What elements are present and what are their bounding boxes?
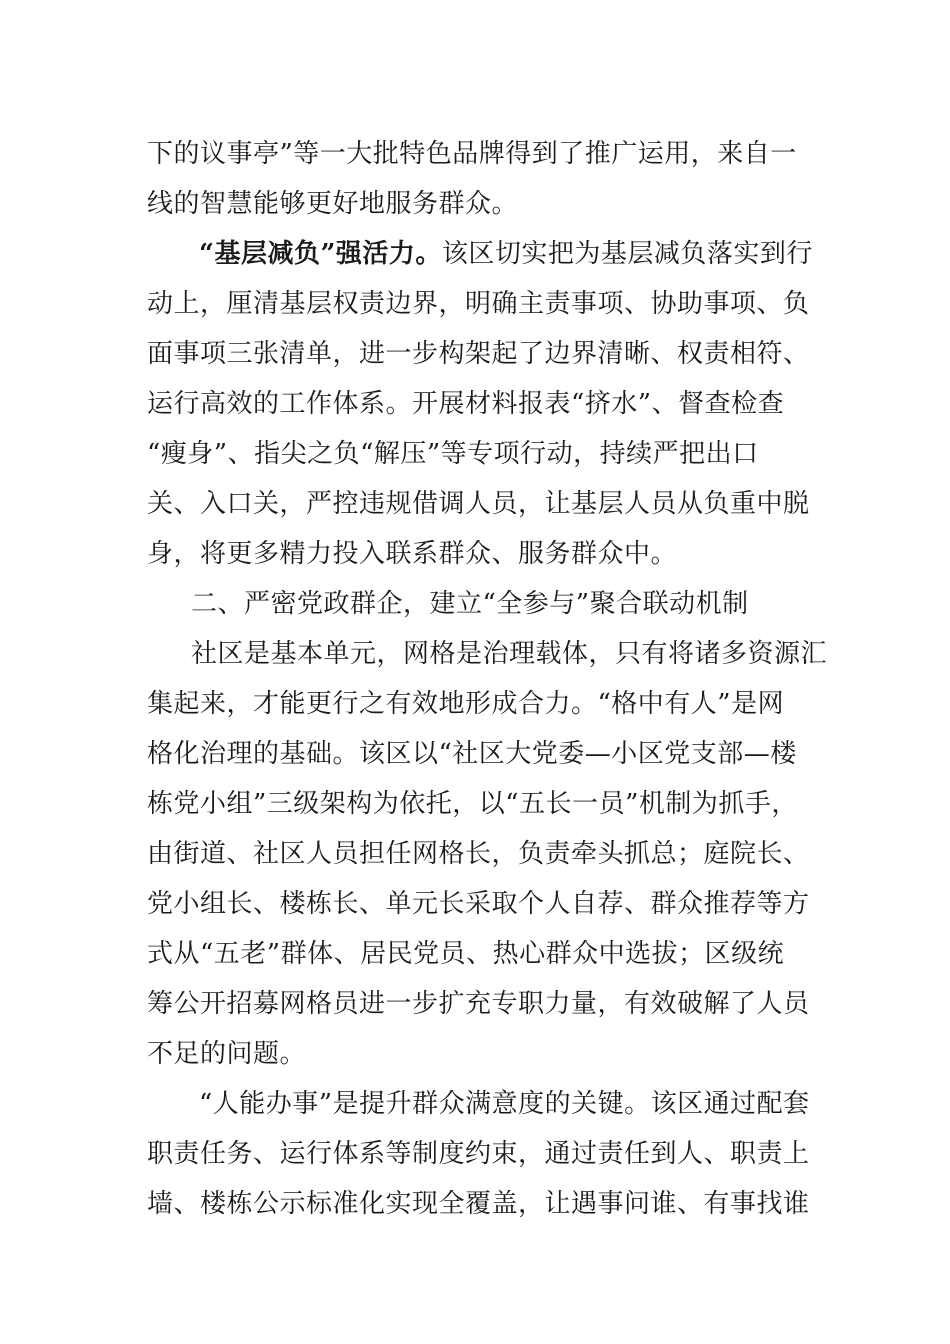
text-line [199, 234, 879, 274]
body-text: 不足的问题。 [147, 1039, 307, 1069]
text-line [147, 784, 827, 824]
text-line [147, 984, 827, 1024]
text-line [147, 834, 827, 874]
body-text: 由街道、社区人员担任网格长，负责牵头抓总；庭院长、 [147, 839, 810, 869]
text-line [147, 134, 827, 174]
text-line [147, 384, 827, 424]
body-text: 动上，厘清基层权责边界，明确主责事项、协助事项、负 [147, 289, 810, 319]
text-line [191, 584, 871, 624]
text-line [147, 484, 827, 524]
body-text: 面事项三张清单，进一步构架起了边界清晰、权责相符、 [147, 339, 810, 369]
body-text: 社区是基本单元，网格是治理载体，只有将诸多资源汇 [191, 639, 828, 669]
text-line [147, 1184, 827, 1224]
body-text: “瘦身”、指尖之负“解压”等专项行动，持续严把出口 [147, 439, 759, 469]
body-text: 该区切实把为基层减负落实到行 [441, 239, 813, 269]
body-text: 党小组长、楼栋长、单元长采取个人自荐、群众推荐等方 [147, 889, 810, 919]
text-line [147, 1034, 827, 1074]
text-line [147, 934, 827, 974]
body-text: 下的议事亭”等一大批特色品牌得到了推广运用，来自一 [147, 139, 797, 169]
text-line [147, 284, 827, 324]
body-text: 二、严密党政群企，建立“全参与”聚合联动机制 [191, 589, 749, 619]
text-line [147, 734, 827, 774]
text-line [147, 1134, 827, 1174]
body-text: 职责任务、运行体系等制度约束，通过责任到人、职责上 [147, 1139, 810, 1169]
text-line [147, 334, 827, 374]
text-line [147, 184, 827, 224]
body-text: 关、入口关，严控违规借调人员，让基层人员从负重中脱 [147, 489, 810, 519]
body-text: 运行高效的工作体系。开展材料报表“挤水”、督查检查 [147, 389, 785, 419]
body-text: 墙、楼栋公示标准化实现全覆盖，让遇事问谁、有事找谁 [147, 1189, 810, 1219]
text-line [199, 1084, 879, 1124]
body-text: 线的智慧能够更好地服务群众。 [147, 189, 519, 219]
body-text: 格化治理的基础。该区以“社区大党委—小区党支部—楼 [147, 739, 797, 769]
text-line [191, 634, 871, 674]
body-text: 身，将更多精力投入联系群众、服务群众中。 [147, 539, 678, 569]
body-text: 式从“五老”群体、居民党员、热心群众中选拔；区级统 [147, 939, 785, 969]
text-line [147, 884, 827, 924]
text-line [147, 534, 827, 574]
body-text: “人能办事”是提升群众满意度的关键。该区通过配套 [199, 1089, 810, 1119]
body-text: 集起来，才能更行之有效地形成合力。“格中有人”是网 [147, 689, 785, 719]
text-line [147, 684, 827, 724]
text-line [147, 434, 827, 474]
body-text: 栋党小组”三级架构为依托，以“五长一员”机制为抓手， [147, 789, 798, 819]
bold-heading-text: “基层减负”强活力。 [199, 239, 442, 269]
body-text: 筹公开招募网格员进一步扩充专职力量，有效破解了人员 [147, 989, 810, 1019]
